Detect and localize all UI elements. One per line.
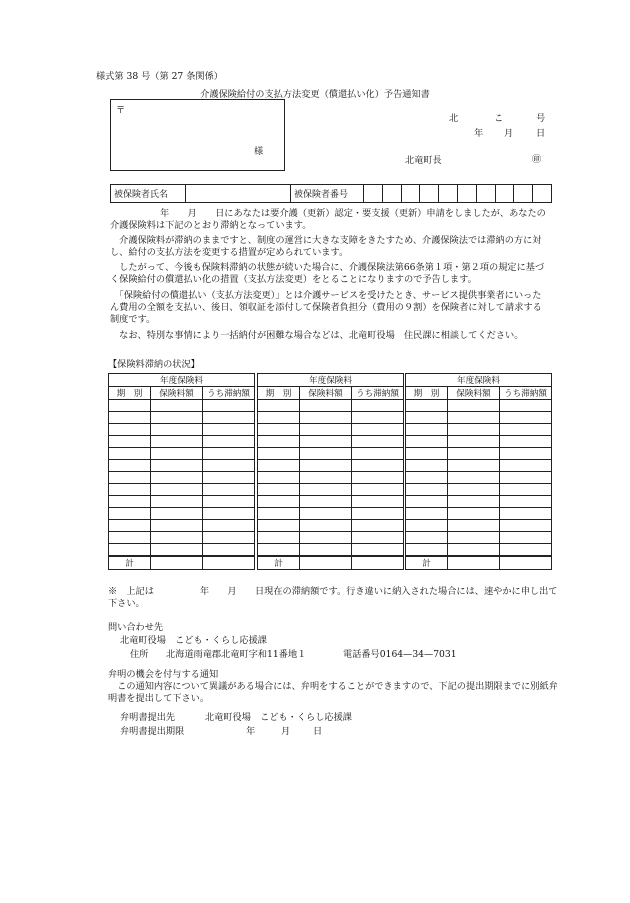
total-label: 計 (258, 556, 300, 570)
table-row (109, 400, 255, 412)
table-row (406, 460, 552, 472)
table-cell (352, 448, 404, 460)
insured-number-digit (439, 185, 458, 203)
table-cell (300, 520, 352, 532)
table-cell (151, 448, 203, 460)
table-cell (406, 448, 448, 460)
table-cell (151, 460, 203, 472)
document-title: 介護保険給付の支払方法変更（償還払い化）予告通知書 (200, 89, 430, 100)
table-cell (300, 412, 352, 424)
table-cell (203, 532, 255, 544)
table-cell (151, 424, 203, 436)
table-cell (352, 532, 404, 544)
table-cell (151, 400, 203, 412)
fiscal-year-premium-header: 年度保険料 (406, 374, 552, 387)
table-row (406, 544, 552, 557)
arrears-amount-column-header: うち滞納額 (203, 387, 255, 400)
issue-date-year: 年 (474, 128, 484, 139)
total-row (406, 556, 552, 570)
table-row (258, 460, 404, 472)
table-cell (258, 412, 300, 424)
table-row (406, 424, 552, 436)
table-row (258, 532, 404, 544)
total-cell (500, 556, 552, 570)
table-row (109, 484, 255, 496)
table-cell (151, 484, 203, 496)
table-cell (300, 460, 352, 472)
table-cell (406, 400, 448, 412)
body-paragraph-5: なお、特別な事情により一括納付が困難な場合などは、北竜町役場 住民課に相談してください。 (110, 330, 524, 341)
table-cell (352, 436, 404, 448)
table-cell (500, 508, 552, 520)
contact-phone: 電話番号0164—34—7031 (343, 649, 457, 660)
table-cell (258, 436, 300, 448)
table-cell (448, 532, 500, 544)
insured-number-digit (457, 185, 476, 203)
table-cell (448, 544, 500, 557)
table-cell (151, 496, 203, 508)
table-cell (500, 532, 552, 544)
total-row (258, 556, 404, 570)
table-cell (258, 520, 300, 532)
insured-name-label: 被保険者氏名 (111, 185, 186, 203)
insured-number-digit (382, 185, 401, 203)
table-cell (448, 436, 500, 448)
total-cell (352, 556, 404, 570)
table-cell (406, 436, 448, 448)
table-cell (258, 472, 300, 484)
table-cell (300, 496, 352, 508)
body-paragraph-4: 「保険給付の償還払い（支払方法変更）」とは介護サービスを受けたとき、サービス提供事業者にいったん費用の全額を支払い、後日、領収証を添付して保険者負担分（費用の９割）を保険者に対して請求する制度です。 (110, 290, 542, 326)
table-row (406, 532, 552, 544)
form-number: 様式第 38 号（第 27 条関係） (96, 71, 223, 82)
table-cell (258, 484, 300, 496)
table-row (258, 508, 404, 520)
table-cell (448, 496, 500, 508)
period-column-header: 期 別 (109, 387, 151, 400)
hearing-dest-label: 弁明書提出先 (120, 712, 176, 723)
table-cell (109, 460, 151, 472)
period-column-header: 期 別 (406, 387, 448, 400)
insured-name-field (186, 185, 291, 203)
table-cell (258, 496, 300, 508)
table-cell (109, 436, 151, 448)
table-row (258, 520, 404, 532)
table-cell (258, 544, 300, 557)
table-cell (109, 448, 151, 460)
table-cell (352, 520, 404, 532)
table-cell (203, 508, 255, 520)
table-cell (258, 400, 300, 412)
table-cell (500, 484, 552, 496)
table-cell (109, 520, 151, 532)
table-cell (203, 412, 255, 424)
table-row (406, 436, 552, 448)
total-row (109, 556, 255, 570)
table-cell (203, 400, 255, 412)
table-row (109, 472, 255, 484)
hearing-deadline-day: 日 (313, 726, 323, 737)
table-cell (151, 520, 203, 532)
table-cell (406, 544, 448, 557)
table-row (406, 412, 552, 424)
table-row (258, 496, 404, 508)
table-cell (203, 496, 255, 508)
arrears-amount-column-header: うち滞納額 (352, 387, 404, 400)
table-cell (151, 532, 203, 544)
table-cell (300, 424, 352, 436)
table-row (258, 472, 404, 484)
table-cell (203, 484, 255, 496)
table-cell (500, 448, 552, 460)
table-row (258, 448, 404, 460)
premium-amount-column-header: 保険料額 (448, 387, 500, 400)
table-cell (258, 460, 300, 472)
hearing-deadline-month: 月 (281, 726, 291, 737)
table-row (109, 532, 255, 544)
table-row (109, 436, 255, 448)
table-cell (500, 520, 552, 532)
hearing-deadline-label: 弁明書提出期限 (120, 726, 185, 737)
issuer-number-suffix: 号 (536, 113, 546, 124)
table-cell (406, 508, 448, 520)
arrears-table-2 (257, 373, 404, 570)
table-cell (448, 460, 500, 472)
table-row (258, 400, 404, 412)
table-cell (406, 412, 448, 424)
premium-amount-column-header: 保険料額 (151, 387, 203, 400)
total-cell (151, 556, 203, 570)
hearing-deadline-year: 年 (246, 726, 256, 737)
arrears-table-3 (405, 373, 552, 570)
table-cell (109, 412, 151, 424)
table-cell (500, 496, 552, 508)
table-row (406, 496, 552, 508)
table-cell (448, 472, 500, 484)
table-row (109, 520, 255, 532)
table-cell (300, 544, 352, 557)
contact-address-label: 住所 (130, 649, 149, 660)
table-cell (203, 436, 255, 448)
table-cell (109, 400, 151, 412)
contact-address: 北海道雨竜郡北竜町字和11番地１ (166, 649, 307, 660)
table-cell (448, 484, 500, 496)
table-row (406, 484, 552, 496)
table-row (406, 448, 552, 460)
table-cell (500, 472, 552, 484)
fiscal-year-premium-header: 年度保険料 (109, 374, 255, 387)
table-cell (300, 508, 352, 520)
table-cell (500, 460, 552, 472)
table-cell (203, 472, 255, 484)
insured-number-digit (514, 185, 533, 203)
table-row (109, 424, 255, 436)
total-cell (203, 556, 255, 570)
table-cell (448, 508, 500, 520)
table-cell (448, 400, 500, 412)
table-cell (258, 448, 300, 460)
issuer-number-ko: こ (494, 113, 504, 124)
body-paragraph-2: 介護保険料が滞納のままですと、制度の運営に大きな支障をきたすため、介護保険法では滞納の方に対し、給付の支払方法を変更する措置が定められています。 (110, 235, 542, 259)
table-cell (258, 532, 300, 544)
insured-number-label: 被保険者番号 (291, 185, 364, 203)
table-cell (258, 424, 300, 436)
insured-number-digit (476, 185, 495, 203)
insured-number-digit (364, 185, 383, 203)
table-cell (109, 472, 151, 484)
table-cell (203, 520, 255, 532)
table-cell (109, 508, 151, 520)
table-row (258, 424, 404, 436)
table-row (406, 508, 552, 520)
table-row (406, 400, 552, 412)
seal-mark: ㊞ (532, 154, 542, 165)
table-cell (500, 424, 552, 436)
table-cell (109, 532, 151, 544)
footnote: ※ 上記は 年 月 日現在の滞納額です。行き違いに納入された場合には、速やかに申し出て下さい。 (108, 586, 558, 610)
table-cell (406, 424, 448, 436)
table-row (406, 520, 552, 532)
table-cell (406, 496, 448, 508)
contact-office: 北竜町役場 こども・くらし応援課 (120, 635, 267, 646)
hearing-heading: 弁明の機会を付与する通知 (108, 669, 219, 680)
table-cell (203, 460, 255, 472)
table-cell (109, 544, 151, 557)
table-cell (406, 520, 448, 532)
table-row (258, 484, 404, 496)
table-cell (406, 532, 448, 544)
table-cell (203, 448, 255, 460)
table-cell (406, 484, 448, 496)
table-row (258, 436, 404, 448)
table-cell (300, 400, 352, 412)
table-cell (151, 436, 203, 448)
table-cell (352, 472, 404, 484)
table-cell (300, 448, 352, 460)
table-row (109, 496, 255, 508)
total-label: 計 (406, 556, 448, 570)
body-paragraph-1: 年 月 日にあなたは要介護（更新）認定・要支援（更新）申請をしましたが、あなたの介護保険料は下記のとおり滞納となっています。 (110, 208, 546, 232)
table-cell (300, 532, 352, 544)
table-cell (151, 412, 203, 424)
table-cell (300, 484, 352, 496)
mayor-title: 北竜町長 (405, 155, 442, 166)
insured-id-table (110, 184, 552, 203)
table-cell (109, 496, 151, 508)
table-row (109, 448, 255, 460)
hearing-dest-value: 北竜町役場 こども・くらし応援課 (205, 712, 352, 723)
table-row (109, 460, 255, 472)
issuer-number-prefix: 北 (449, 113, 459, 124)
table-cell (300, 472, 352, 484)
table-cell (109, 484, 151, 496)
table-cell (448, 412, 500, 424)
table-cell (352, 508, 404, 520)
table-cell (300, 436, 352, 448)
table-row (109, 544, 255, 557)
table-cell (500, 400, 552, 412)
insured-number-digit (495, 185, 514, 203)
arrears-table-1 (108, 373, 255, 570)
hearing-text: この通知内容について異議がある場合には、弁明をすることができますので、下記の提出期限までに別紙弁明書を提出して下さい。 (108, 681, 558, 705)
issue-date-month: 月 (504, 128, 514, 139)
table-cell (352, 496, 404, 508)
table-cell (406, 460, 448, 472)
premium-amount-column-header: 保険料額 (300, 387, 352, 400)
table-cell (352, 544, 404, 557)
section-heading: 【保険料滞納の状況】 (108, 359, 200, 370)
insured-number-digit (420, 185, 439, 203)
issue-date-day: 日 (536, 128, 546, 139)
fiscal-year-premium-header: 年度保険料 (258, 374, 404, 387)
table-cell (406, 472, 448, 484)
table-row (406, 472, 552, 484)
table-cell (448, 448, 500, 460)
total-label: 計 (109, 556, 151, 570)
table-cell (203, 424, 255, 436)
total-cell (448, 556, 500, 570)
table-cell (258, 508, 300, 520)
table-row (258, 544, 404, 557)
address-box (110, 99, 285, 171)
total-cell (300, 556, 352, 570)
table-cell (500, 412, 552, 424)
table-cell (151, 472, 203, 484)
body-paragraph-3: したがって、今後も保険料滞納の状態が続いた場合に、介護保険法第66条第１項・第２項の規定に基づく保険給付の償還払い化の措置（支払方法変更）をとることになりますので予告します。 (110, 262, 545, 286)
table-cell (500, 436, 552, 448)
table-cell (151, 544, 203, 557)
period-column-header: 期 別 (258, 387, 300, 400)
arrears-amount-column-header: うち滞納額 (500, 387, 552, 400)
table-cell (352, 424, 404, 436)
table-cell (203, 544, 255, 557)
table-cell (352, 400, 404, 412)
table-cell (151, 508, 203, 520)
table-cell (448, 424, 500, 436)
table-cell (500, 544, 552, 557)
table-cell (352, 412, 404, 424)
table-row (258, 412, 404, 424)
table-row (109, 508, 255, 520)
table-cell (448, 520, 500, 532)
insured-number-digit (401, 185, 420, 203)
table-cell (352, 484, 404, 496)
insured-number-digit (533, 185, 552, 203)
table-cell (109, 424, 151, 436)
honorific: 様 (254, 146, 264, 157)
table-row (109, 412, 255, 424)
postal-mark: 〒 (116, 105, 126, 116)
table-cell (352, 460, 404, 472)
contact-heading: 問い合わせ先 (108, 622, 164, 633)
